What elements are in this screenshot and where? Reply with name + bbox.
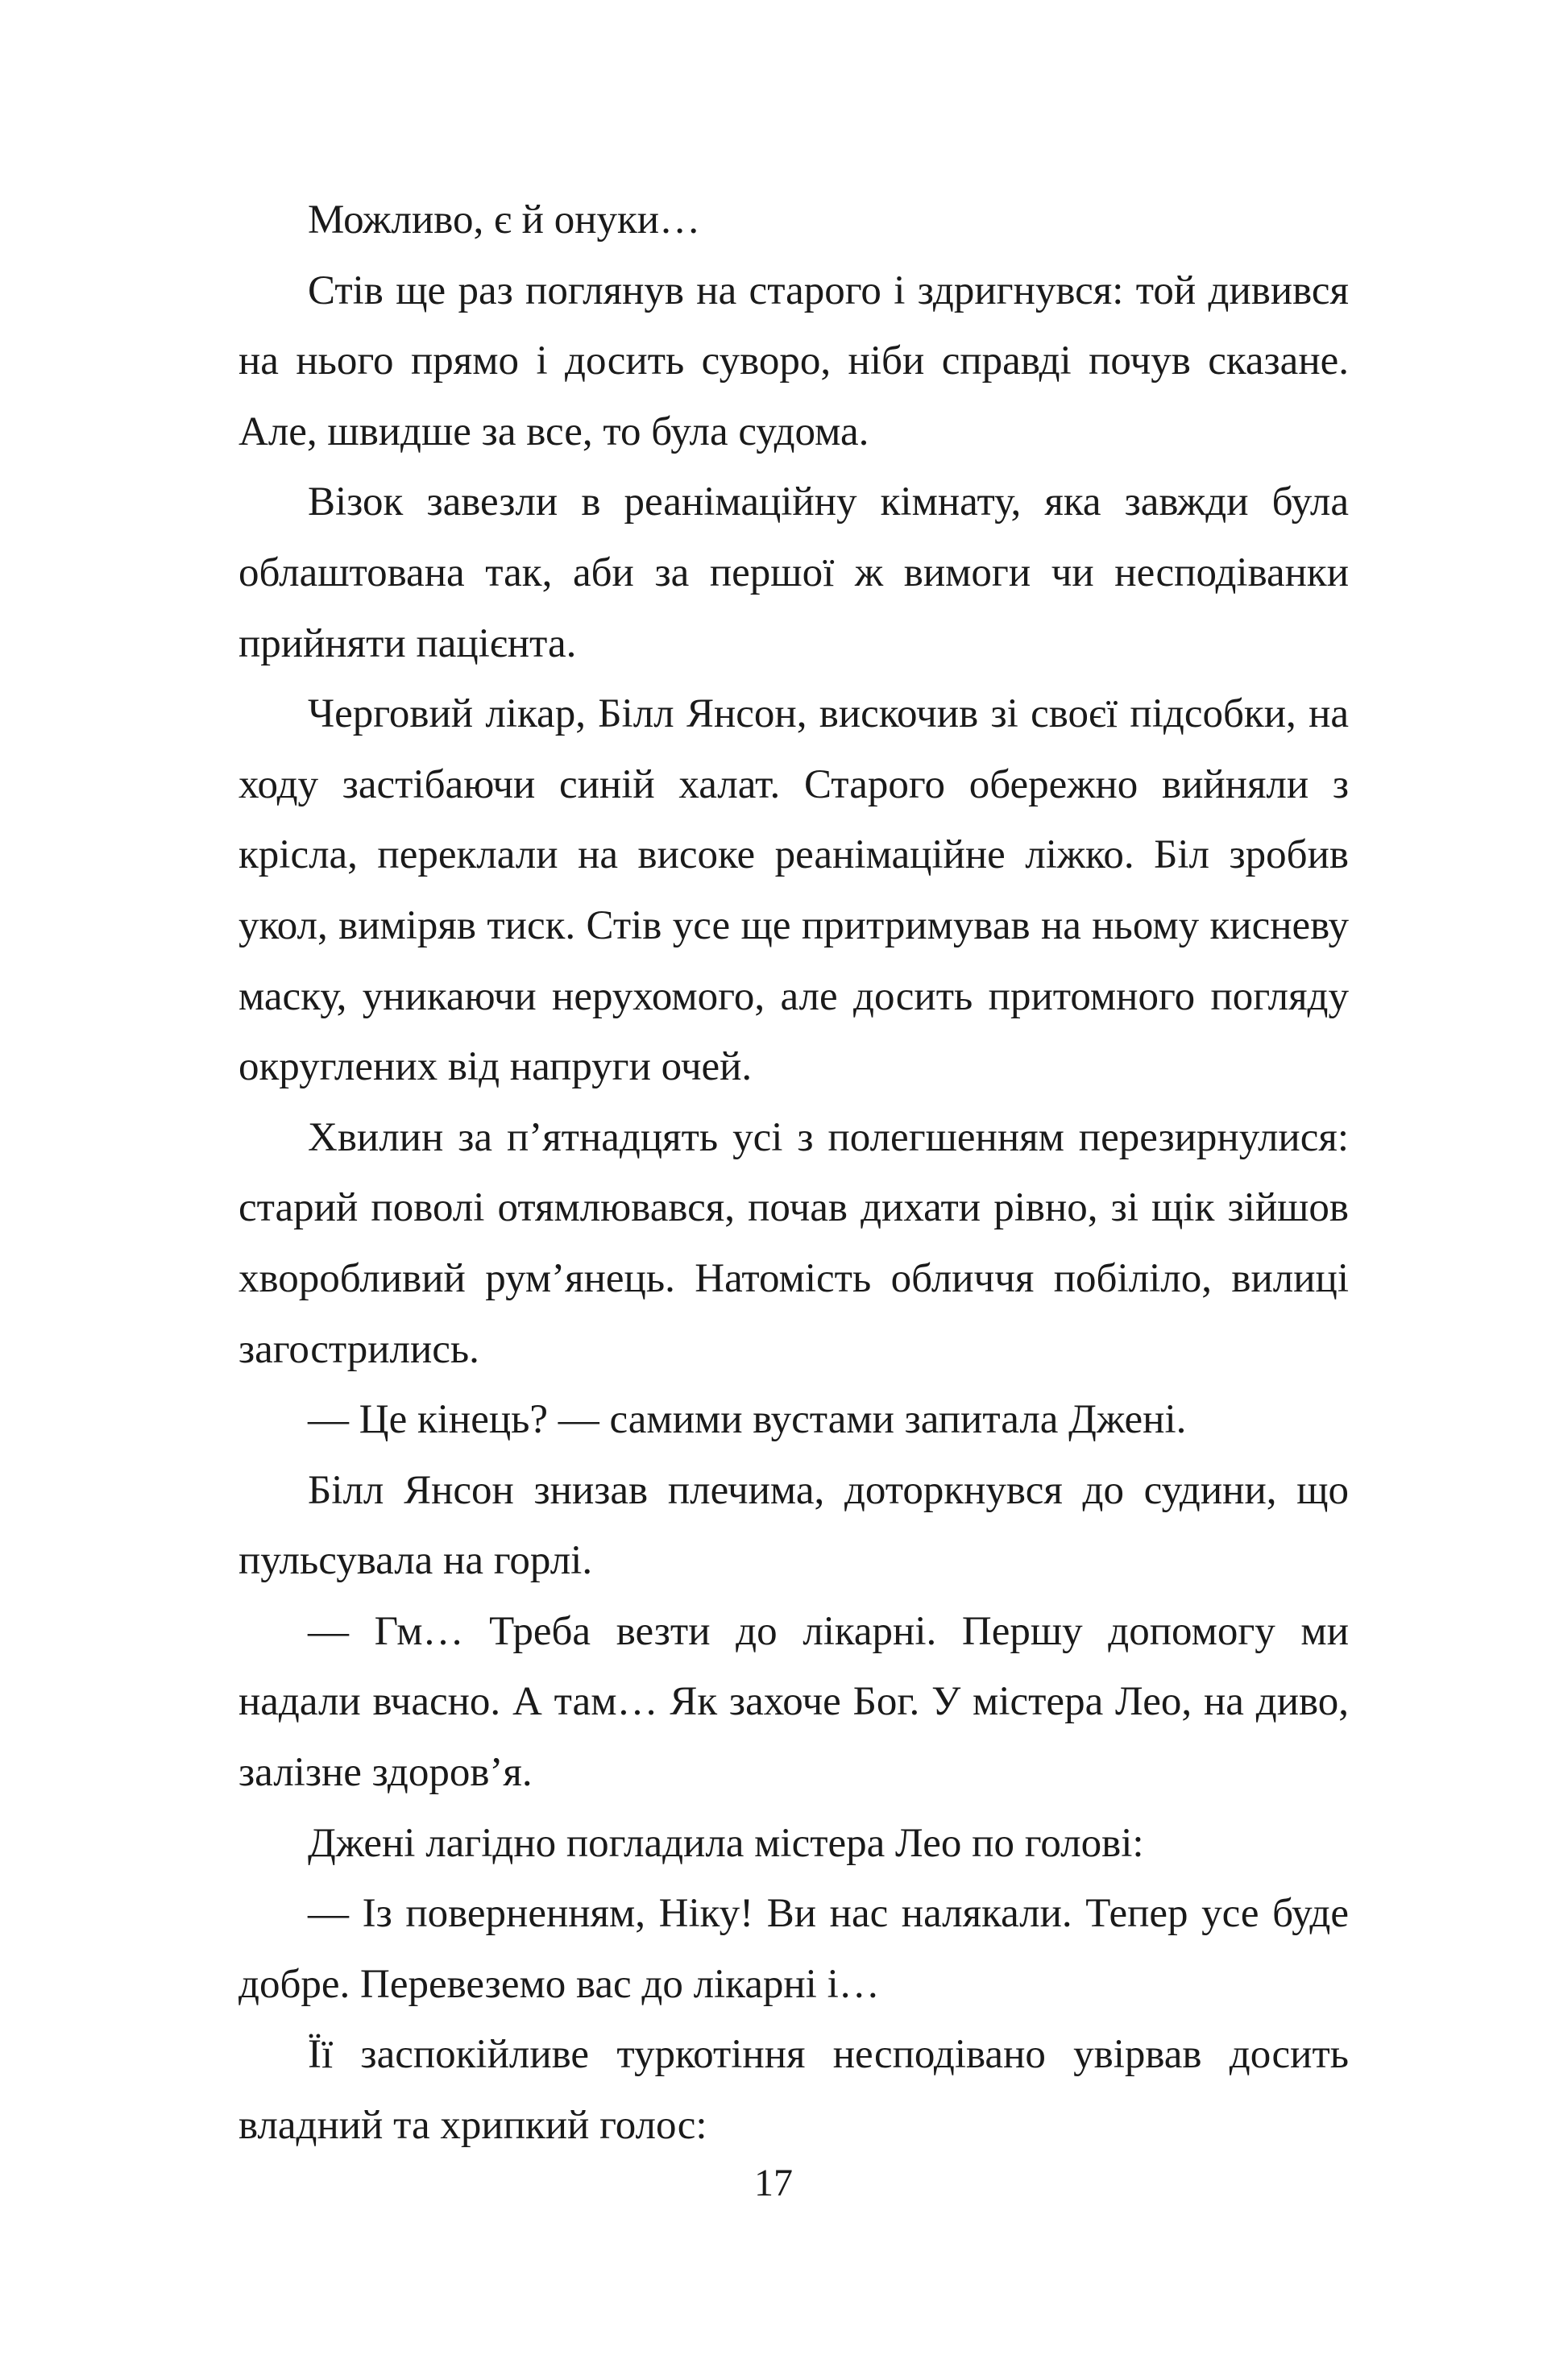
paragraph: Білл Янсон знизав плечима, доторкнувся до судини, що пульсувала на горлі.: [238, 1467, 1349, 1584]
paragraph: Стів ще раз поглянув на старого і здригнувся: той дивився на нього прямо і досить суворо, ніби справді почув сказане. Але, швидше за все, то була судома.: [238, 267, 1349, 454]
paragraph: — Це кінець? — самими вустами запитала Джені.: [308, 1397, 1187, 1443]
paragraph: Джені лагідно погладила містера Лео по голові:: [308, 1820, 1144, 1866]
paragraph: Черговий лікар, Білл Янсон, вискочив зі своєї підсобки, на ходу застібаючи синій халат. Старого обережно вийняли з крісла, переклали на високе реанімаційне ліжко. Біл зробив укол, виміряв тиск. Стів усе ще притримував на ньому кисневу маску, уникаючи нерухомого, але досить притомного погляду округлених від напруги очей.: [238, 691, 1349, 1090]
paragraph: Можливо, є й онуки…: [308, 197, 701, 243]
paragraph: Хвилин за п’ятнадцять усі з полегшенням перезирнулися: старий поволі отямлювався, почав дихати рівно, зі щік зійшов хворобливий рум’янець. Натомість обличчя побіліло, вилиці загострились.: [238, 1114, 1349, 1372]
paragraph: — Гм… Треба везти до лікарні. Першу допомогу ми надали вчасно. А там… Як захоче Бог. У містера Лео, на диво, залізне здоров’я.: [238, 1608, 1349, 1796]
paragraph: Її заспокійливе туркотіння несподівано увірвав досить владний та хрипкий голос:: [238, 2032, 1349, 2149]
body-text: [238, 185, 1349, 2162]
page-number: 17: [754, 2162, 793, 2204]
paragraph: Візок завезли в реанімаційну кімнату, яка завжди була облаштована так, аби за першої ж вимоги чи несподіванки прийняти пацієнта.: [238, 479, 1349, 666]
paragraph: — Із поверненням, Ніку! Ви нас налякали. Тепер усе буде добре. Перевеземо вас до лікарні і…: [238, 1891, 1349, 2007]
